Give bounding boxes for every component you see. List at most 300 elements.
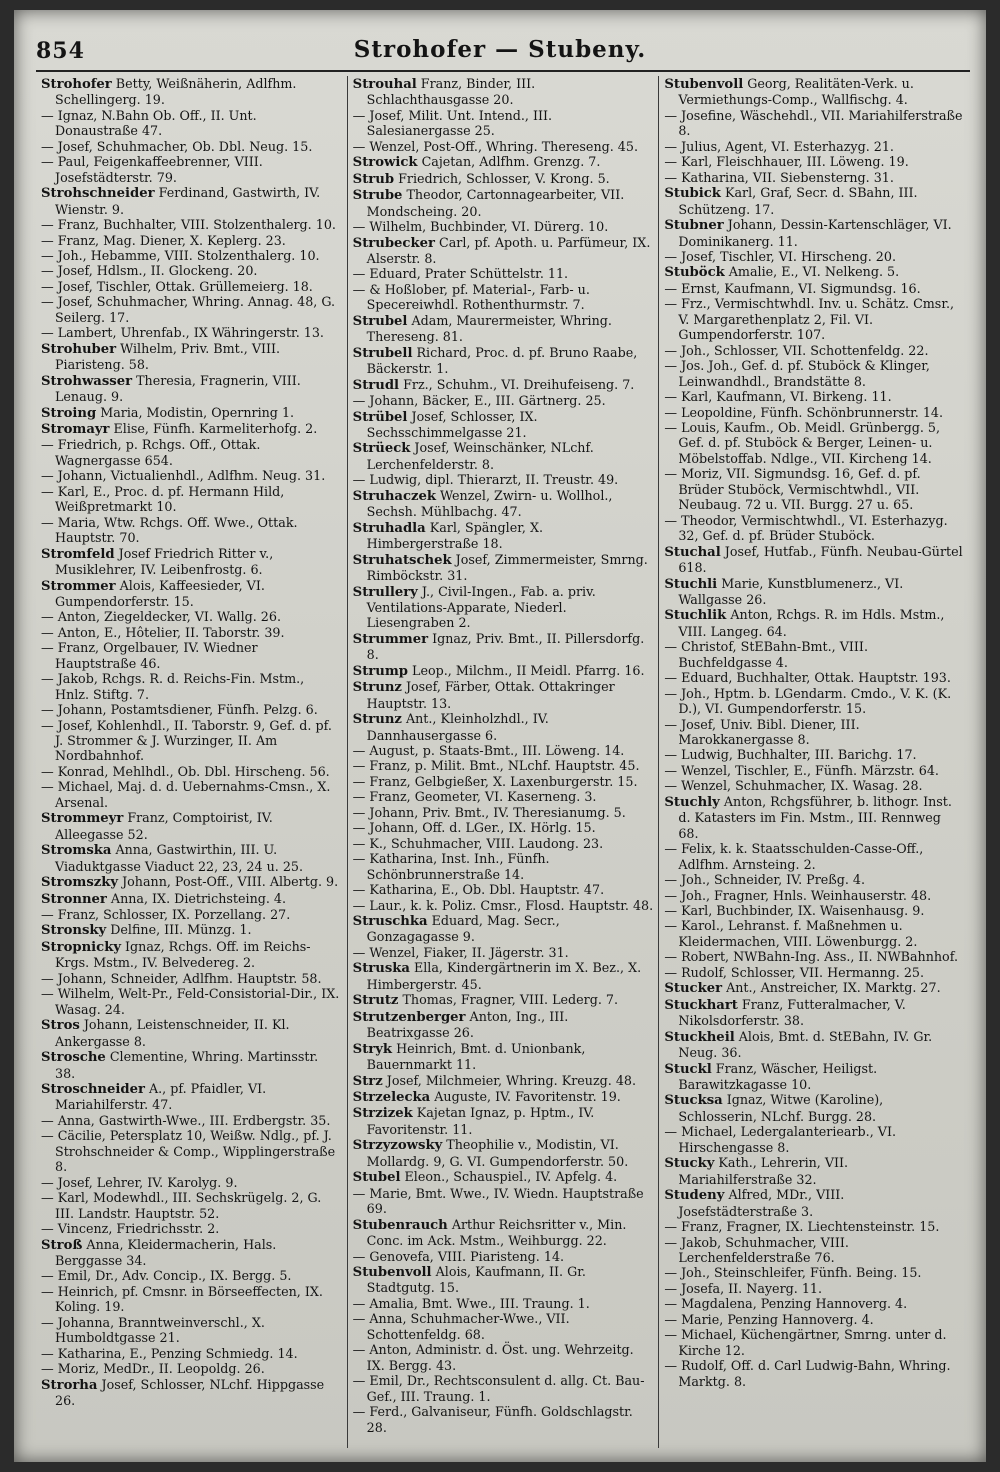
directory-entry: [41, 405, 342, 421]
entry-details: — Moriz, VII. Sigmundsg. 16, Gef. d. pf. Brüder Stuböck, Vermischtwhdl., VII. Neubaug. 72 u. VII. Burgg. 27 u. 65.: [664, 466, 921, 513]
entry-details: — Heinrich, pf. Cmsnr. in Börseeffecten, IX. Koling. 19.: [41, 1283, 323, 1315]
entry-details: — Rudolf, Off. d. Carl Ludwig-Bahn, Whring. Marktg. 8.: [664, 1358, 951, 1389]
entry-surname: Stuckhart: [664, 997, 738, 1013]
entry-details: — Louis, Kaufm., Ob. Meidl. Grünbergg. 5, Gef. d. pf. Stuböck & Berger, Leinen- u. Möbelstoffab. Ndlge., VII. Kircheng 14.: [664, 419, 941, 466]
entry-details: — Katharina, Inst. Inh., Fünfh. Schönbrunnerstraße 14.: [352, 851, 550, 882]
directory-entry: [664, 841, 965, 872]
directory-entry: [41, 810, 342, 842]
directory-entry: [664, 1312, 965, 1327]
directory-page: [14, 10, 986, 1462]
directory-entry: [41, 1081, 342, 1113]
directory-entry: [353, 1311, 654, 1342]
directory-entry: [353, 377, 654, 393]
directory-entry: [353, 139, 654, 154]
entry-details: — Frz., Vermischtwhdl. Inv. u. Schätz. Cmsr., V. Margarethenplatz 2, Fil. VI. Gumpendorferstr. 107.: [664, 296, 955, 343]
directory-entry: [41, 515, 342, 546]
entry-surname: Stucksa: [664, 1093, 723, 1109]
entry-details: — Amalia, Bmt. Wwe., III. Traung. 1.: [352, 1295, 590, 1311]
entry-details: Heinrich, Bmt. d. Unionbank, Bauernmarkt 11.: [366, 1040, 586, 1073]
entry-surname: Strohschneider: [41, 186, 155, 202]
entry-surname: Strullery: [352, 584, 418, 600]
entry-details: Alois, Kaffeesieder, VI. Gumpendorferstr. 15.: [55, 577, 265, 609]
entry-surname: Strutz: [352, 993, 399, 1009]
entry-details: Franz, Wäscher, Heiligst. Barawitzkagasse 10.: [678, 1060, 878, 1092]
entry-surname: Stuchly: [664, 794, 720, 810]
directory-entry: [353, 108, 654, 139]
directory-entry: [664, 296, 965, 342]
entry-details: — Leopoldine, Fünfh. Schönbrunnerstr. 14.: [664, 404, 944, 420]
directory-entry: [41, 1113, 342, 1128]
entry-surname: Strunz: [352, 712, 402, 728]
entry-details: Thomas, Fragner, VIII. Lederg. 7.: [398, 992, 619, 1008]
directory-entry: [353, 171, 654, 187]
entry-surname: Strüeck: [352, 441, 411, 457]
entry-surname: Stuchli: [664, 576, 718, 592]
entry-surname: Stuböck: [664, 265, 725, 281]
entry-details: Theophilie v., Modistin, VI. Mollardg. 9, G. VI. Gumpendorferstr. 50.: [366, 1137, 629, 1169]
entry-details: Ella, Kindergärtnerin im X. Bez., X. Himbergerstr. 45.: [366, 960, 642, 992]
directory-entry: [664, 139, 965, 154]
entry-details: — Josef, Univ. Bibl. Diener, III. Marokkanergasse 8.: [664, 716, 860, 748]
entry-surname: Stromayr: [41, 421, 110, 437]
entry-details: Johann, Dessin-Kartenschläger, VI. Dominikanerg. 11.: [678, 217, 952, 249]
entry-details: Johann, Post-Off., VIII. Albertg. 9.: [118, 874, 339, 890]
directory-entry: [41, 1315, 342, 1346]
entry-details: — Anton, E., Hôtelier, II. Taborstr. 39.: [41, 624, 285, 640]
entry-details: — Robert, NWBahn-Ing. Ass., II. NWBahnhof.: [664, 949, 958, 965]
entry-details: A., pf. Pfaidler, VI. Mariahilferstr. 47.: [55, 1081, 267, 1113]
directory-entry: [353, 758, 654, 773]
directory-entry: [353, 584, 654, 631]
directory-entry: [41, 341, 342, 373]
entry-details: Josef, Milchmeier, Whring. Kreuzg. 48.: [382, 1072, 637, 1088]
entry-details: Franz, Binder, III. Schlachthausgasse 20.: [366, 76, 536, 108]
entry-surname: Strowick: [352, 155, 418, 171]
entry-surname: Stuchlik: [664, 608, 727, 624]
directory-entry: [41, 325, 342, 340]
entry-details: — Cäcilie, Petersplatz 10, Weißw. Ndlg., pf. J. Strohschneider & Comp., Wipplingerstraße 8.: [41, 1128, 336, 1175]
directory-entry: [664, 903, 965, 918]
entry-details: — Karl, Fleischhauer, III. Löweng. 19.: [664, 154, 909, 170]
entry-details: — Josef, Tischler, VI. Hirscheng. 20.: [664, 248, 896, 264]
directory-entry: [353, 154, 654, 170]
entry-surname: Strubell: [352, 345, 413, 361]
entry-surname: Strzelecka: [352, 1090, 431, 1105]
entry-details: — Franz, Orgelbauer, IV. Wiedner Hauptstraße 46.: [41, 640, 258, 671]
entry-details: — Karl, Buchbinder, IX. Waisenhausg. 9.: [664, 903, 925, 919]
entry-surname: Stubner: [664, 218, 724, 234]
entry-details: Georg, Realitäten-Verk. u. Vermiethungs-Comp., Wallfischg. 4.: [678, 76, 914, 108]
directory-entry: [353, 552, 654, 584]
column-3: [658, 76, 970, 1448]
entry-surname: Stuckl: [664, 1061, 712, 1077]
entry-surname: Strohuber: [41, 341, 117, 357]
entry-details: Josef, Schlosser, IX. Sechsschimmelgasse 21.: [366, 408, 538, 440]
entry-details: Josef, Hutfab., Fünfh. Neubau-Gürtel 618.: [678, 543, 963, 576]
entry-details: Betty, Weißnäherin, Adlfhm. Schellingerg. 19.: [55, 76, 297, 108]
directory-entry: [353, 913, 654, 945]
entry-details: — Franz, Fragner, IX. Liechtensteinstr. 15.: [664, 1219, 940, 1235]
directory-entry: [664, 264, 965, 280]
directory-entry: [41, 874, 342, 890]
directory-entry: [353, 409, 654, 441]
entry-details: Frz., Schuhm., VI. Dreihufeiseng. 7.: [399, 376, 635, 392]
directory-entry: [353, 1404, 654, 1435]
entry-details: — Moriz, MedDr., II. Leopoldg. 26.: [41, 1361, 265, 1377]
entry-details: Josef, Zimmermeister, Smrng. Rimböckstr. 31.: [366, 551, 648, 584]
directory-entry: [353, 774, 654, 789]
entry-surname: Strutzenberger: [352, 1009, 466, 1025]
directory-entry: [353, 789, 654, 804]
entry-details: Wilhelm, Priv. Bmt., VIII. Piaristeng. 58.: [55, 340, 281, 373]
entry-surname: Strohofer: [41, 77, 112, 92]
entry-surname: Strzizek: [352, 1106, 413, 1122]
entry-surname: Struska: [352, 961, 410, 977]
directory-entry: [41, 76, 342, 108]
entry-details: Amalie, E., VI. Nelkeng. 5.: [724, 264, 900, 280]
entry-surname: Stromszky: [41, 875, 119, 891]
entry-details: Karl, Spängler, X. Himbergerstraße 18.: [366, 519, 544, 552]
entry-details: Anna, Gastwirthin, III. U. Viaduktgasse Viaduct 22, 23, 24 u. 25.: [55, 842, 303, 874]
entry-surname: Stroschneider: [41, 1082, 145, 1097]
entry-surname: Stronsky: [41, 923, 107, 939]
directory-entry: [41, 671, 342, 702]
directory-entry: [41, 1237, 342, 1269]
directory-entry: [353, 76, 654, 108]
directory-entry: [41, 907, 342, 922]
entry-surname: Strübel: [352, 409, 408, 425]
directory-entry: [41, 718, 342, 764]
directory-entry: [353, 440, 654, 472]
entry-details: — Wenzel, Post-Off., Whring. Thereseng. 45.: [352, 138, 638, 154]
directory-entry: [41, 1190, 342, 1221]
directory-entry: [353, 711, 654, 743]
entry-details: — Josef, Lehrer, IV. Karolyg. 9.: [41, 1174, 238, 1190]
header-rule: [36, 70, 970, 72]
entry-surname: Strz: [352, 1073, 383, 1089]
directory-entry: [664, 980, 965, 996]
entry-surname: Strommer: [41, 578, 116, 594]
directory-entry: [664, 405, 965, 420]
entry-surname: Studeny: [664, 1188, 725, 1204]
entry-details: Delfine, III. Münzg. 1.: [106, 922, 252, 938]
directory-entry: [41, 1377, 342, 1409]
directory-entry: [664, 513, 965, 544]
entry-details: — Karl, Modewhdl., III. Sechskrügelg. 2, G. III. Landstr. Hauptstr. 52.: [41, 1190, 322, 1221]
entry-details: — Vincenz, Friedrichsstr. 2.: [41, 1221, 220, 1237]
directory-entry: [353, 488, 654, 520]
directory-entry: [41, 421, 342, 437]
entry-details: — Franz, Gelbgießer, X. Laxenburgerstr. 15.: [352, 773, 638, 789]
entry-surname: Stubick: [664, 186, 721, 202]
directory-entry: [664, 1358, 965, 1389]
directory-entry: [664, 185, 965, 217]
directory-entry: [353, 945, 654, 960]
entry-surname: Strzyzowsky: [352, 1138, 443, 1154]
directory-entry: [353, 345, 654, 377]
running-head: Strohofer — Stubeny.: [353, 36, 647, 63]
entry-details: — Joh., Schlosser, VII. Schottenfeldg. 22.: [664, 342, 929, 358]
entry-details: — Josef, Milit. Unt. Intend., III. Salesianergasse 25.: [352, 107, 553, 139]
entry-details: Kajetan Ignaz, p. Hptm., IV. Favoritenstr. 11.: [366, 1105, 595, 1137]
entry-details: — Karl, E., Proc. d. pf. Hermann Hild, Weißpretmarkt 10.: [41, 483, 285, 515]
entry-details: — Karl, Kaufmann, VI. Birkeng. 11.: [664, 389, 892, 405]
page-number: 854: [36, 38, 85, 64]
directory-entry: [664, 343, 965, 358]
directory-entry: [41, 484, 342, 515]
entry-details: Carl, pf. Apoth. u. Parfümeur, IX. Alserstr. 8.: [366, 234, 651, 266]
entry-details: — Wilhelm, Welt-Pr., Feld-Consistorial-Dir., IX. Wasag. 24.: [41, 986, 340, 1017]
entry-details: Kath., Lehrerin, VII. Mariahilferstraße 32.: [678, 1155, 849, 1187]
column-1: [36, 76, 347, 1448]
directory-entry: [353, 1373, 654, 1404]
directory-entry: [353, 960, 654, 992]
entry-surname: Strorha: [41, 1377, 98, 1393]
entry-details: — Friedrich, p. Rchgs. Off., Ottak. Wagnergasse 654.: [41, 437, 261, 468]
entry-details: — Franz, p. Milit. Bmt., NLchf. Hauptstr. 45.: [352, 758, 640, 774]
entry-surname: Stubenrauch: [352, 1217, 448, 1233]
directory-entry: [664, 154, 965, 169]
entry-details: Anna, IX. Dietrichsteing. 4.: [106, 890, 287, 906]
entry-details: — Jakob, Rchgs. R. d. Reichs-Fin. Mstm., Hnlz. Stiftg. 7.: [41, 671, 305, 702]
directory-entry: [664, 949, 965, 964]
entry-details: — Johann, Off. d. LGer., IX. Hörlg. 15.: [352, 820, 596, 836]
entry-details: — Paul, Feigenkaffeebrenner, VIII. Josefstädterstr. 79.: [41, 154, 263, 185]
entry-surname: Stropnicky: [41, 939, 122, 955]
directory-entry: [41, 233, 342, 248]
directory-entry: [664, 888, 965, 903]
entry-details: — Emil, Dr., Adv. Concip., IX. Bergg. 5.: [41, 1268, 292, 1284]
entry-details: — Jakob, Schuhmacher, VIII. Lerchenfelderstraße 76.: [664, 1234, 849, 1265]
directory-entry: [353, 851, 654, 882]
entry-details: — Katharina, VII. Siebensterng. 31.: [664, 169, 894, 185]
directory-entry: [41, 546, 342, 578]
entry-surname: Stros: [41, 1018, 80, 1034]
entry-details: — Josef, Hdlsm., II. Glockeng. 20.: [41, 263, 258, 279]
entry-details: Anton, Rchgsführer, b. lithogr. Inst. d. Katasters im Fin. Mstm., III. Rennweg 68.: [678, 793, 952, 841]
directory-entry: [41, 263, 342, 278]
directory-entry: [41, 640, 342, 671]
directory-entry: [41, 373, 342, 405]
directory-entry: [41, 578, 342, 610]
entry-surname: Stuchal: [664, 544, 721, 560]
entry-surname: Stroing: [41, 405, 97, 421]
entry-surname: Struschka: [352, 914, 428, 930]
entry-details: Alfred, MDr., VIII. Josefstädterstraße 3.: [678, 1187, 845, 1219]
directory-entry: [353, 1089, 654, 1105]
entry-details: Ant., Anstreicher, IX. Marktg. 27.: [722, 980, 941, 996]
entry-details: — Johann, Bäcker, E., III. Gärtnerg. 25.: [352, 393, 606, 409]
entry-details: Friedrich, Schlosser, V. Krong. 5.: [394, 170, 610, 186]
directory-entry: [664, 249, 965, 264]
directory-entry: [353, 1105, 654, 1137]
entry-surname: Stromfeld: [41, 546, 115, 562]
entry-details: Anna, Kleidermacherin, Hals. Berggasse 34.: [55, 1236, 277, 1268]
directory-entry: [353, 313, 654, 345]
entry-details: — K., Schuhmacher, VIII. Laudong. 23.: [352, 835, 604, 851]
directory-entry: [353, 992, 654, 1008]
entry-details: Johann, Leistenschneider, II. Kl. Ankergasse 8.: [55, 1017, 290, 1049]
directory-entry: [664, 794, 965, 841]
entry-details: — Genovefa, VIII. Piaristeng. 14.: [352, 1248, 565, 1264]
directory-entry: [41, 154, 342, 185]
directory-entry: [664, 639, 965, 670]
directory-entry: [353, 1296, 654, 1311]
entry-details: — Laur., k. k. Poliz. Cmsr., Flosd. Hauptstr. 48.: [352, 897, 654, 913]
directory-entry: [353, 1041, 654, 1073]
directory-entry: [41, 891, 342, 907]
entry-details: — Franz, Schlosser, IX. Porzellang. 27.: [41, 907, 291, 923]
entry-details: — Eduard, Prater Schüttelstr. 11.: [352, 266, 569, 282]
directory-entry: [664, 607, 965, 639]
entry-surname: Strube: [352, 188, 403, 204]
entry-details: Wenzel, Zwirn- u. Wollhol., Sechsh. Mühlbachg. 47.: [366, 487, 613, 520]
entry-details: Ferdinand, Gastwirth, IV. Wienstr. 9.: [55, 185, 321, 217]
directory-entry: [41, 468, 342, 483]
directory-entry: [664, 965, 965, 980]
entry-details: — Ludwig, dipl. Thierarzt, II. Treustr. 49.: [352, 472, 619, 488]
entry-surname: Stroß: [41, 1237, 83, 1253]
directory-entry: [353, 836, 654, 851]
directory-entry: [41, 248, 342, 263]
entry-details: — Josefa, II. Nayerg. 11.: [664, 1280, 822, 1296]
entry-details: Josef Friedrich Ritter v., Musiklehrer, IV. Leibenfrostg. 6.: [55, 545, 274, 578]
entry-details: — Anton, Administr. d. Öst. ung. Wehrzeitg. IX. Bergg. 43.: [352, 1342, 634, 1373]
directory-entry: [664, 747, 965, 762]
entry-details: — Johanna, Branntweinverschl., X. Humboldtgasse 21.: [41, 1314, 265, 1346]
directory-entry: [41, 294, 342, 325]
directory-entry: [353, 1169, 654, 1185]
entry-details: Josef, Schlosser, NLchf. Hippgasse 26.: [55, 1376, 325, 1409]
entry-details: Franz, Futteralmacher, V. Nikolsdorferstr. 38.: [678, 996, 906, 1029]
entry-details: Adam, Maurermeister, Whring. Thereseng. 81.: [366, 312, 612, 345]
entry-details: Cajetan, Adlfhm. Grenzg. 7.: [417, 154, 601, 170]
directory-entry: [664, 170, 965, 185]
entry-details: — Theodor, Vermischtwhdl., VI. Esterhazyg. 32, Gef. d. pf. Brüder Stuböck.: [664, 512, 948, 544]
directory-entry: [41, 939, 342, 971]
directory-entry: [664, 686, 965, 717]
entry-details: — Katharina, E., Penzing Schmiedg. 14.: [41, 1345, 298, 1361]
directory-entry: [664, 717, 965, 748]
entry-details: — Wenzel, Tischler, E., Fünfh. Märzstr. 64.: [664, 762, 939, 778]
directory-entry: [664, 1327, 965, 1358]
entry-details: — Felix, k. k. Staatsschulden-Casse-Off., Adlfhm. Arnsteing. 2.: [664, 841, 924, 872]
entry-surname: Strohwasser: [41, 373, 133, 389]
entry-surname: Struhaczek: [352, 488, 437, 504]
directory-entry: [41, 1128, 342, 1174]
directory-entry: [353, 1264, 654, 1296]
entry-details: Richard, Proc. d. pf. Bruno Raabe, Bäckerstr. 1.: [366, 344, 638, 377]
entry-surname: Stucky: [664, 1156, 715, 1172]
directory-entry: [353, 898, 654, 913]
entry-details: — Johann, Postamtsdiener, Fünfh. Pelzg. 6.: [41, 702, 318, 718]
entry-details: Eleon., Schauspiel., IV. Apfelg. 4.: [400, 1169, 618, 1185]
entry-details: — Ernst, Kaufmann, VI. Sigmundsg. 16.: [664, 280, 921, 296]
entry-details: — Johann, Priv. Bmt., IV. Theresianumg. 5.: [352, 804, 626, 820]
directory-entry: [664, 1187, 965, 1219]
entry-surname: Strump: [352, 663, 408, 679]
entry-details: — Christof, StEBahn-Bmt., VIII. Buchfeldgasse 4.: [664, 639, 868, 670]
entry-surname: Stubenvoll: [352, 1264, 432, 1280]
directory-entry: [41, 625, 342, 640]
entry-surname: Strunz: [352, 680, 402, 696]
directory-entry: [41, 986, 342, 1017]
entry-details: — Franz, Buchhalter, VIII. Stolzenthalerg. 10.: [41, 217, 336, 233]
entry-details: — & Hoßlober, pf. Material-, Farb- u. Specereiwhdl. Rothenthurmstr. 7.: [352, 281, 590, 313]
directory-entry: [353, 187, 654, 219]
entry-details: Ignaz, Rchgs. Off. im Reichs-Krgs. Mstm., IV. Belvedereg. 2.: [55, 938, 311, 971]
directory-entry: [353, 472, 654, 487]
entry-details: — Wenzel, Fiaker, II. Jägerstr. 31.: [352, 944, 569, 960]
entry-details: — Joh., Steinschleifer, Fünfh. Being. 15.: [664, 1265, 922, 1281]
entry-details: — Josef, Schuhmacher, Whring. Annag. 48, G. Seilerg. 17.: [41, 294, 336, 325]
directory-entry: [664, 1092, 965, 1124]
entry-details: Auguste, IV. Favoritenstr. 19.: [430, 1089, 621, 1104]
directory-entry: [664, 778, 965, 793]
entry-details: — Michael, Küchengärtner, Smrng. unter d. Kirche 12.: [664, 1327, 947, 1358]
directory-entry: [664, 763, 965, 778]
directory-entry: [664, 872, 965, 887]
directory-entry: [41, 108, 342, 139]
directory-entry: [41, 609, 342, 624]
entry-details: — Anton, Ziegeldecker, VI. Wallg. 26.: [41, 609, 281, 625]
directory-entry: [353, 1137, 654, 1169]
entry-surname: Stucker: [664, 981, 723, 997]
entry-surname: Struhatschek: [352, 552, 452, 568]
entry-details: — Lambert, Uhrenfab., IX Währingerstr. 13.: [41, 325, 324, 341]
directory-entry: [664, 1124, 965, 1155]
entry-details: Ignaz, Witwe (Karoline), Schlosserin, NLchf. Burgg. 28.: [678, 1092, 884, 1124]
directory-entry: [353, 679, 654, 711]
directory-entry: [353, 235, 654, 267]
entry-details: Josef, Färber, Ottak. Ottakringer Hauptstr. 13.: [366, 679, 615, 711]
directory-entry: [41, 971, 342, 986]
entry-details: — Wenzel, Schuhmacher, IX. Wasag. 28.: [664, 778, 923, 794]
directory-entry: [41, 1268, 342, 1283]
directory-entry: [353, 282, 654, 313]
entry-details: — Josef, Schuhmacher, Ob. Dbl. Neug. 15.: [41, 138, 313, 154]
entry-surname: Strudl: [352, 377, 400, 393]
entry-details: — Joh., Fragner, Hnls. Weinhauserstr. 48.: [664, 887, 932, 903]
entry-details: — Anna, Gastwirth-Wwe., III. Erdbergstr. 35.: [41, 1112, 331, 1128]
directory-entry: [353, 1217, 654, 1249]
columns: [36, 76, 970, 1448]
entry-details: Eduard, Mag. Secr., Gonzagagasse 9.: [366, 913, 560, 945]
directory-entry: [353, 820, 654, 835]
directory-entry: [353, 663, 654, 679]
entry-surname: Stubenvoll: [664, 77, 744, 92]
entry-surname: Stromska: [41, 843, 112, 859]
directory-entry: [664, 1281, 965, 1296]
directory-entry: [353, 520, 654, 552]
entry-details: — Ludwig, Buchhalter, III. Barichg. 17.: [664, 747, 917, 763]
page-header: [14, 32, 986, 72]
directory-entry: [664, 918, 965, 949]
entry-details: — Katharina, E., Ob. Dbl. Hauptstr. 47.: [352, 882, 605, 898]
directory-entry: [41, 1221, 342, 1236]
entry-details: Maria, Modistin, Opernring 1.: [96, 404, 295, 420]
directory-entry: [664, 997, 965, 1029]
directory-entry: [664, 1061, 965, 1093]
entry-details: — Anna, Schuhmacher-Wwe., VII. Schottenfeldg. 68.: [352, 1311, 570, 1342]
entry-details: Marie, Kunstblumenerz., VI. Wallgasse 26.: [678, 575, 904, 607]
entry-surname: Strummer: [352, 631, 429, 647]
entry-surname: Strosche: [41, 1050, 106, 1066]
entry-surname: Stubel: [352, 1170, 401, 1186]
entry-surname: Strubel: [352, 313, 408, 329]
directory-entry: [41, 842, 342, 874]
entry-details: — Jos. Joh., Gef. d. pf. Stuböck & Klinger, Leinwandhdl., Brandstätte 8.: [664, 358, 930, 389]
